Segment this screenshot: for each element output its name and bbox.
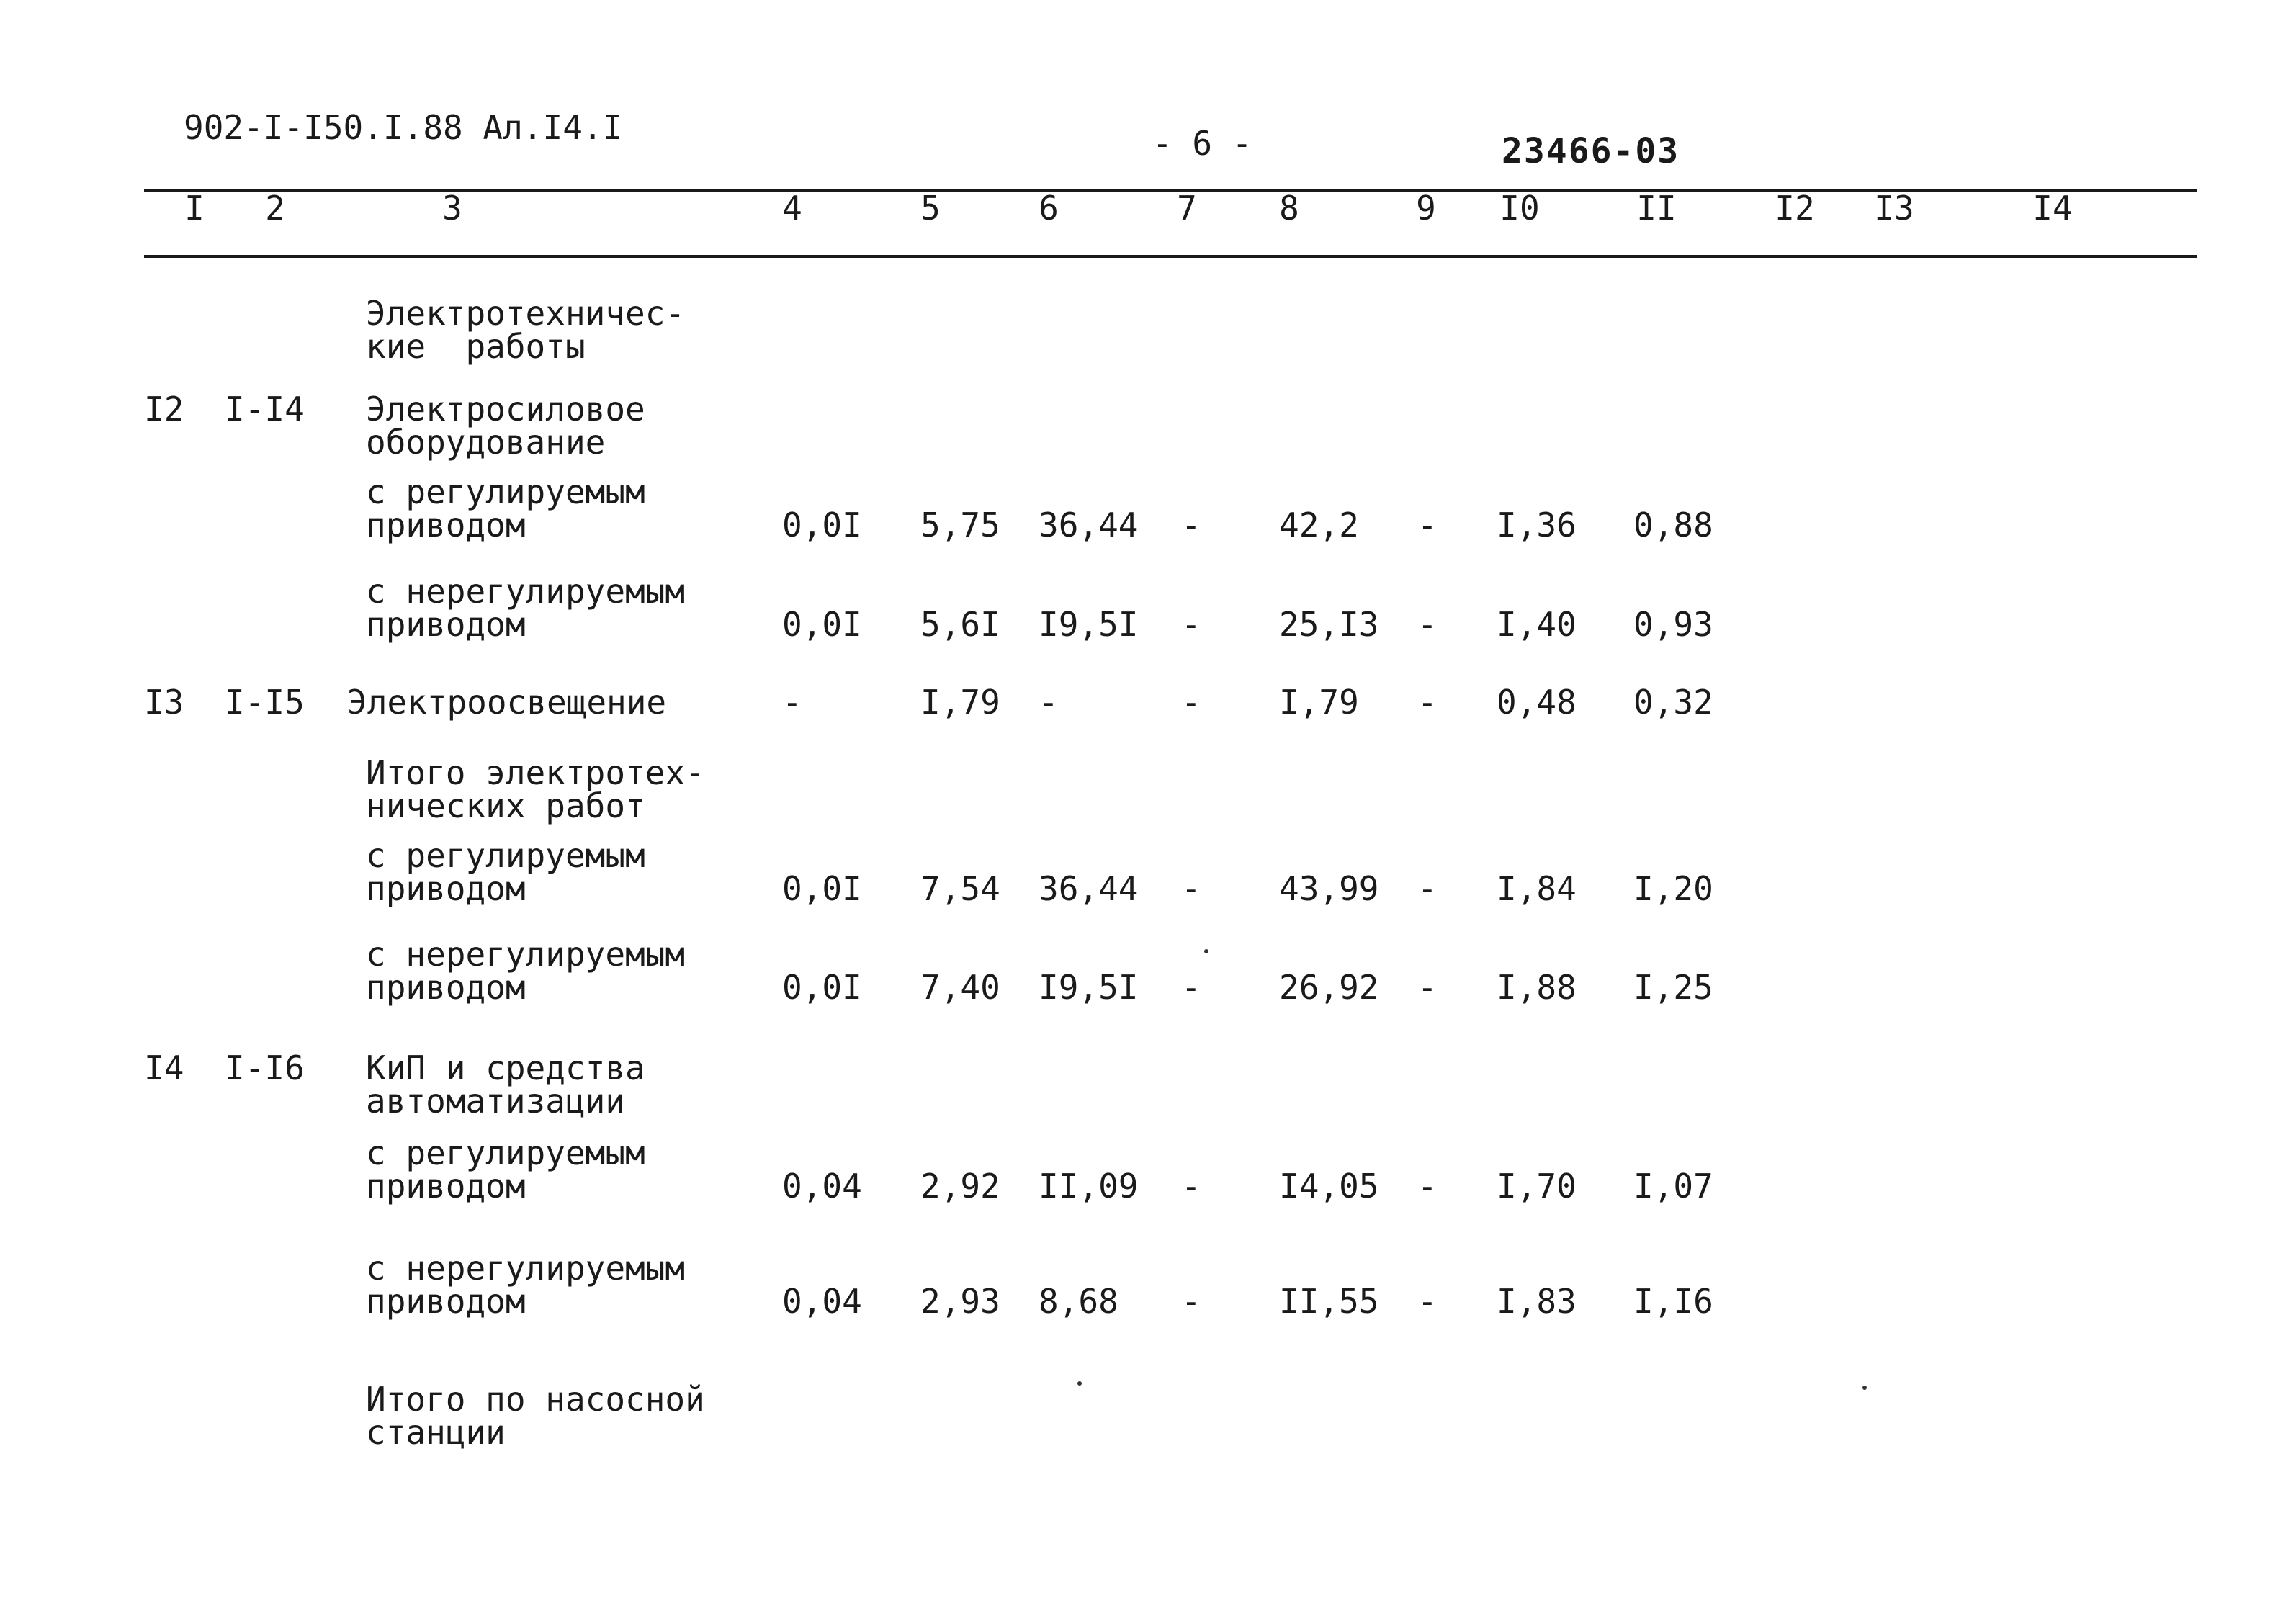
- cell-col-4: 0,04: [782, 1282, 862, 1321]
- cell-col-8: 42,2: [1279, 506, 1359, 544]
- row-description: Электротехничес- кие работы: [366, 294, 686, 366]
- column-header-12: I2: [1775, 189, 1815, 228]
- column-header-7: 7: [1177, 189, 1197, 228]
- cell-col-7: -: [1181, 683, 1201, 722]
- cell-col-5: 2,92: [920, 1167, 1000, 1206]
- cell-col-4: 0,0I: [782, 506, 862, 544]
- cell-col-11: 0,32: [1633, 683, 1713, 722]
- cell-col-10: I,88: [1497, 968, 1577, 1007]
- cell-col-6: 36,44: [1039, 869, 1139, 908]
- cell-col-11: I,20: [1633, 869, 1713, 908]
- cell-col-10: I,84: [1497, 869, 1577, 908]
- cell-col-8: 25,I3: [1279, 605, 1379, 644]
- cell-col-2: I-I5: [225, 683, 305, 722]
- cell-col-4: 0,04: [782, 1167, 862, 1206]
- cell-col-9: -: [1417, 683, 1438, 722]
- cell-col-10: I,40: [1497, 605, 1577, 644]
- cell-col-4: 0,0I: [782, 968, 862, 1007]
- cell-col-11: 0,88: [1633, 506, 1713, 544]
- cell-col-9: -: [1417, 1282, 1438, 1321]
- cell-col-7: -: [1181, 968, 1201, 1007]
- cell-col-2: I-I6: [225, 1049, 305, 1087]
- cell-col-9: -: [1417, 968, 1438, 1007]
- cell-col-9: -: [1417, 605, 1438, 644]
- cell-col-8: II,55: [1279, 1282, 1379, 1321]
- cell-col-4: -: [782, 683, 802, 722]
- cell-col-11: 0,93: [1633, 605, 1713, 644]
- cell-col-4: 0,0I: [782, 869, 862, 908]
- cell-col-9: -: [1417, 506, 1438, 544]
- column-header-8: 8: [1279, 189, 1299, 228]
- column-header-3: 3: [442, 189, 462, 228]
- row-description: Итого по насосной станции: [366, 1380, 705, 1452]
- cell-col-11: I,07: [1633, 1167, 1713, 1206]
- cell-col-2: I-I4: [225, 390, 305, 428]
- cell-col-1: I2: [144, 390, 184, 428]
- row-description: с регулируемым приводом: [366, 1134, 645, 1206]
- row-description: с регулируемым приводом: [366, 836, 645, 908]
- cell-col-6: -: [1039, 683, 1059, 722]
- scan-speck: [1862, 1386, 1867, 1390]
- row-description: с нерегулируемым приводом: [366, 935, 686, 1007]
- cell-col-8: I4,05: [1279, 1167, 1379, 1206]
- cell-col-7: -: [1181, 869, 1201, 908]
- cell-col-10: 0,48: [1497, 683, 1577, 722]
- cell-col-8: I,79: [1279, 683, 1359, 722]
- column-header-9: 9: [1416, 189, 1436, 228]
- row-description: с нерегулируемым приводом: [366, 572, 686, 644]
- column-header-4: 4: [782, 189, 802, 228]
- cell-col-5: 2,93: [920, 1282, 1000, 1321]
- cell-col-5: 5,75: [920, 506, 1000, 544]
- cell-col-10: I,70: [1497, 1167, 1577, 1206]
- cell-col-10: I,36: [1497, 506, 1577, 544]
- row-description: Итого электротех- нических работ: [366, 753, 705, 825]
- registration-stamp: 23466-03: [1502, 131, 1680, 171]
- page-number: - 6 -: [1152, 124, 1252, 163]
- row-description: Электроосвещение: [347, 683, 667, 722]
- cell-col-5: I,79: [920, 683, 1000, 722]
- cell-col-6: 36,44: [1039, 506, 1139, 544]
- scan-speck: [1077, 1381, 1082, 1386]
- cell-col-7: -: [1181, 1167, 1201, 1206]
- row-description: Электросиловое оборудование: [366, 390, 645, 462]
- cell-col-8: 43,99: [1279, 869, 1379, 908]
- column-header-11: II: [1636, 189, 1677, 228]
- cell-col-6: 8,68: [1039, 1282, 1118, 1321]
- document-code: 902-I-I50.I.88 Ал.I4.I: [184, 108, 623, 147]
- row-description: с нерегулируемым приводом: [366, 1249, 686, 1321]
- column-header-2: 2: [265, 189, 285, 228]
- column-header-10: I0: [1499, 189, 1540, 228]
- cell-col-11: I,25: [1633, 968, 1713, 1007]
- cell-col-8: 26,92: [1279, 968, 1379, 1007]
- cell-col-5: 7,40: [920, 968, 1000, 1007]
- cell-col-7: -: [1181, 1282, 1201, 1321]
- scan-speck: [1204, 949, 1208, 953]
- column-header-5: 5: [920, 189, 941, 228]
- table-header-rule: [144, 255, 2197, 258]
- cell-col-5: 5,6I: [920, 605, 1000, 644]
- column-header-14: I4: [2032, 189, 2073, 228]
- column-header-6: 6: [1039, 189, 1059, 228]
- cell-col-9: -: [1417, 869, 1438, 908]
- column-header-13: I3: [1874, 189, 1914, 228]
- cell-col-1: I3: [144, 683, 184, 722]
- cell-col-1: I4: [144, 1049, 184, 1087]
- cell-col-6: II,09: [1039, 1167, 1139, 1206]
- cell-col-7: -: [1181, 506, 1201, 544]
- cell-col-7: -: [1181, 605, 1201, 644]
- cell-col-4: 0,0I: [782, 605, 862, 644]
- cell-col-11: I,I6: [1633, 1282, 1713, 1321]
- row-description: КиП и средства автоматизации: [366, 1049, 645, 1121]
- row-description: с регулируемым приводом: [366, 472, 645, 544]
- cell-col-9: -: [1417, 1167, 1438, 1206]
- cell-col-6: I9,5I: [1039, 605, 1139, 644]
- column-header-1: I: [184, 189, 205, 228]
- cell-col-6: I9,5I: [1039, 968, 1139, 1007]
- cell-col-5: 7,54: [920, 869, 1000, 908]
- cell-col-10: I,83: [1497, 1282, 1577, 1321]
